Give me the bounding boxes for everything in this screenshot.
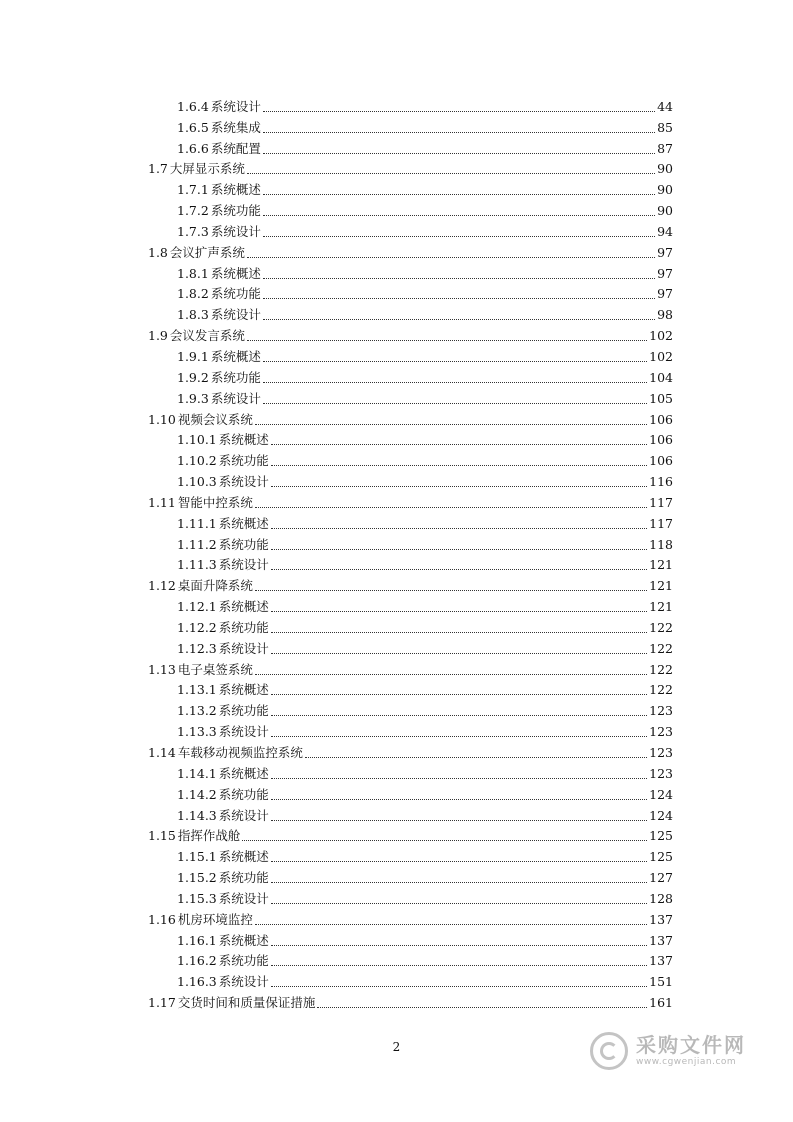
toc-entry-page: 121 xyxy=(649,578,673,594)
toc-entry-number: 1.11.3 xyxy=(177,557,217,573)
toc-entry-title: 系统概述 xyxy=(218,515,269,531)
toc-entry-title: 系统功能 xyxy=(210,203,261,219)
toc-entry-page: 128 xyxy=(649,890,673,906)
toc-entry[interactable] xyxy=(148,555,673,576)
toc-leader-dots xyxy=(271,527,647,529)
toc-entry-title: 电子桌签系统 xyxy=(177,661,253,677)
toc-entry-number: 1.6.5 xyxy=(177,119,209,135)
toc-entry-number: 1.17 xyxy=(148,995,176,1011)
toc-entry-page: 122 xyxy=(649,619,673,635)
toc-entry-title: 系统设计 xyxy=(218,890,269,906)
toc-entry-page: 85 xyxy=(657,119,673,135)
toc-entry-title: 系统设计 xyxy=(210,307,261,323)
toc-leader-dots xyxy=(255,423,647,425)
toc-entry-title: 系统功能 xyxy=(218,619,269,635)
toc-entry[interactable] xyxy=(148,617,673,638)
toc-entry-number: 1.10.2 xyxy=(177,453,217,469)
toc-leader-dots xyxy=(271,485,647,487)
toc-entry[interactable] xyxy=(148,409,673,430)
toc-leader-dots xyxy=(242,839,647,841)
toc-entry-number: 1.8.2 xyxy=(177,286,209,302)
toc-entry[interactable] xyxy=(148,659,673,680)
toc-entry[interactable] xyxy=(148,992,673,1013)
toc-entry-title: 系统概述 xyxy=(218,932,269,948)
toc-entry[interactable] xyxy=(148,596,673,617)
toc-leader-dots xyxy=(271,881,647,883)
toc-leader-dots xyxy=(271,548,647,550)
toc-entry-title: 系统功能 xyxy=(218,453,269,469)
toc-entry[interactable] xyxy=(148,846,673,867)
table-of-contents xyxy=(148,96,673,1013)
toc-entry-title: 会议发言系统 xyxy=(169,328,245,344)
toc-entry-number: 1.8.3 xyxy=(177,307,209,323)
toc-entry-page: 161 xyxy=(649,995,673,1011)
toc-entry-number: 1.8 xyxy=(148,244,168,260)
toc-leader-dots xyxy=(263,131,655,133)
toc-entry-number: 1.7.2 xyxy=(177,203,209,219)
toc-leader-dots xyxy=(255,673,647,675)
toc-entry-page: 127 xyxy=(649,870,673,886)
toc-entry[interactable] xyxy=(148,430,673,451)
toc-leader-dots xyxy=(271,464,647,466)
toc-entry-number: 1.15.3 xyxy=(177,890,217,906)
toc-entry-page: 90 xyxy=(657,203,673,219)
toc-entry[interactable] xyxy=(148,951,673,972)
toc-entry[interactable] xyxy=(148,179,673,200)
toc-entry-number: 1.9 xyxy=(148,328,168,344)
toc-entry-title: 系统概述 xyxy=(218,682,269,698)
toc-entry-title: 交货时间和质量保证措施 xyxy=(177,995,316,1011)
toc-leader-dots xyxy=(263,318,655,320)
toc-entry-title: 智能中控系统 xyxy=(177,494,253,510)
toc-entry-title: 系统功能 xyxy=(218,953,269,969)
toc-entry-number: 1.11 xyxy=(148,494,176,510)
toc-entry-title: 系统功能 xyxy=(218,870,269,886)
toc-entry-title: 系统设计 xyxy=(218,974,269,990)
toc-entry-title: 系统设计 xyxy=(210,390,261,406)
toc-entry-page: 122 xyxy=(649,682,673,698)
toc-entry-title: 系统功能 xyxy=(218,703,269,719)
toc-entry-number: 1.12.2 xyxy=(177,619,217,635)
toc-entry-number: 1.16.2 xyxy=(177,953,217,969)
toc-leader-dots xyxy=(271,714,647,716)
toc-leader-dots xyxy=(271,777,647,779)
toc-entry-title: 指挥作战舱 xyxy=(177,828,241,844)
toc-leader-dots xyxy=(263,402,647,404)
page-number: 2 xyxy=(392,1040,401,1054)
toc-entry-page: 137 xyxy=(649,953,673,969)
toc-entry-page: 106 xyxy=(649,432,673,448)
toc-entry[interactable] xyxy=(148,138,673,159)
toc-entry-page: 106 xyxy=(649,411,673,427)
toc-entry[interactable] xyxy=(148,346,673,367)
toc-entry-number: 1.10.3 xyxy=(177,474,217,490)
toc-entry[interactable] xyxy=(148,367,673,388)
toc-leader-dots xyxy=(271,610,647,612)
toc-entry[interactable] xyxy=(148,159,673,180)
toc-leader-dots xyxy=(271,693,647,695)
toc-leader-dots xyxy=(317,1006,647,1008)
toc-entry-page: 117 xyxy=(649,494,673,510)
toc-leader-dots xyxy=(247,339,647,341)
toc-entry[interactable] xyxy=(148,263,673,284)
toc-entry-title: 系统功能 xyxy=(218,536,269,552)
toc-entry-page: 123 xyxy=(649,703,673,719)
toc-entry-number: 1.10 xyxy=(148,411,176,427)
toc-entry[interactable] xyxy=(148,242,673,263)
watermark-title: 采购文件网 xyxy=(636,1033,746,1057)
toc-leader-dots xyxy=(271,631,647,633)
toc-entry-title: 系统概述 xyxy=(218,765,269,781)
toc-entry-title: 系统设计 xyxy=(218,640,269,656)
toc-entry-title: 系统设计 xyxy=(210,223,261,239)
toc-entry-page: 104 xyxy=(649,369,673,385)
toc-entry[interactable] xyxy=(148,763,673,784)
toc-leader-dots xyxy=(271,652,647,654)
toc-leader-dots xyxy=(271,798,647,800)
toc-entry-page: 98 xyxy=(657,307,673,323)
toc-entry-title: 系统功能 xyxy=(210,286,261,302)
toc-entry-title: 系统概述 xyxy=(210,265,261,281)
toc-entry-page: 102 xyxy=(649,348,673,364)
toc-entry[interactable] xyxy=(148,742,673,763)
toc-entry-page: 121 xyxy=(649,557,673,573)
toc-entry-page: 137 xyxy=(649,932,673,948)
watermark xyxy=(590,1027,760,1075)
toc-entry-title: 系统设计 xyxy=(218,807,269,823)
toc-entry-page: 97 xyxy=(657,265,673,281)
toc-entry[interactable] xyxy=(148,221,673,242)
toc-entry-number: 1.7.3 xyxy=(177,223,209,239)
toc-entry[interactable] xyxy=(148,388,673,409)
toc-entry-number: 1.11.2 xyxy=(177,536,217,552)
toc-entry-title: 大屏显示系统 xyxy=(169,161,245,177)
toc-entry[interactable] xyxy=(148,638,673,659)
toc-entry-number: 1.15.2 xyxy=(177,870,217,886)
toc-entry-number: 1.7 xyxy=(148,161,168,177)
toc-entry[interactable] xyxy=(148,471,673,492)
toc-entry[interactable] xyxy=(148,117,673,138)
toc-entry-title: 系统概述 xyxy=(218,432,269,448)
toc-entry-number: 1.7.1 xyxy=(177,182,209,198)
toc-entry[interactable] xyxy=(148,492,673,513)
toc-leader-dots xyxy=(271,735,647,737)
toc-leader-dots xyxy=(271,944,647,946)
toc-entry-number: 1.14.3 xyxy=(177,807,217,823)
toc-entry-page: 121 xyxy=(649,599,673,615)
toc-entry-number: 1.15 xyxy=(148,828,176,844)
toc-entry-title: 系统概述 xyxy=(218,599,269,615)
toc-entry[interactable] xyxy=(148,971,673,992)
toc-leader-dots xyxy=(271,568,647,570)
toc-leader-dots xyxy=(263,297,655,299)
toc-leader-dots xyxy=(305,756,647,758)
toc-leader-dots xyxy=(271,902,647,904)
toc-entry-page: 124 xyxy=(649,786,673,802)
toc-leader-dots xyxy=(271,964,647,966)
toc-leader-dots xyxy=(255,506,647,508)
toc-entry-number: 1.10.1 xyxy=(177,432,217,448)
toc-leader-dots xyxy=(263,110,655,112)
toc-entry-page: 106 xyxy=(649,453,673,469)
toc-leader-dots xyxy=(271,443,647,445)
toc-entry[interactable] xyxy=(148,826,673,847)
toc-leader-dots xyxy=(271,860,647,862)
toc-entry-number: 1.12.1 xyxy=(177,599,217,615)
toc-entry[interactable] xyxy=(148,888,673,909)
toc-leader-dots xyxy=(263,152,655,154)
toc-entry[interactable] xyxy=(148,721,673,742)
toc-leader-dots xyxy=(263,360,647,362)
toc-entry-title: 视频会议系统 xyxy=(177,411,253,427)
toc-entry[interactable] xyxy=(148,575,673,596)
toc-entry-title: 系统设计 xyxy=(218,474,269,490)
toc-entry-page: 90 xyxy=(657,161,673,177)
toc-entry[interactable] xyxy=(148,867,673,888)
toc-entry-number: 1.9.2 xyxy=(177,369,209,385)
toc-entry-page: 125 xyxy=(649,849,673,865)
watermark-url: www.cgwenjian.com xyxy=(636,1057,737,1067)
toc-entry-number: 1.13 xyxy=(148,661,176,677)
toc-entry[interactable] xyxy=(148,805,673,826)
toc-entry[interactable] xyxy=(148,284,673,305)
toc-entry-page: 125 xyxy=(649,828,673,844)
cgwenjian-logo-icon xyxy=(590,1032,628,1070)
toc-leader-dots xyxy=(263,277,655,279)
toc-entry-number: 1.12 xyxy=(148,578,176,594)
toc-entry[interactable] xyxy=(148,304,673,325)
toc-entry-page: 44 xyxy=(657,98,673,114)
toc-entry-title: 系统设计 xyxy=(218,557,269,573)
toc-entry-title: 系统概述 xyxy=(210,182,261,198)
toc-entry-page: 97 xyxy=(657,286,673,302)
toc-entry-number: 1.14.2 xyxy=(177,786,217,802)
toc-entry-number: 1.13.3 xyxy=(177,724,217,740)
toc-entry-page: 118 xyxy=(649,536,673,552)
toc-entry-number: 1.11.1 xyxy=(177,515,217,531)
toc-leader-dots xyxy=(247,256,655,258)
toc-entry[interactable] xyxy=(148,680,673,701)
toc-entry-title: 会议扩声系统 xyxy=(169,244,245,260)
toc-entry[interactable] xyxy=(148,534,673,555)
toc-leader-dots xyxy=(263,193,655,195)
toc-entry-title: 系统设计 xyxy=(210,98,261,114)
toc-entry[interactable] xyxy=(148,700,673,721)
toc-entry-page: 151 xyxy=(649,974,673,990)
toc-entry[interactable] xyxy=(148,200,673,221)
toc-entry-page: 117 xyxy=(649,515,673,531)
toc-entry-page: 122 xyxy=(649,661,673,677)
toc-entry[interactable] xyxy=(148,325,673,346)
toc-entry[interactable] xyxy=(148,784,673,805)
toc-entry[interactable] xyxy=(148,909,673,930)
toc-entry-number: 1.9.3 xyxy=(177,390,209,406)
toc-entry-page: 122 xyxy=(649,640,673,656)
toc-entry-number: 1.13.2 xyxy=(177,703,217,719)
toc-entry[interactable] xyxy=(148,930,673,951)
toc-leader-dots xyxy=(263,381,647,383)
toc-entry[interactable] xyxy=(148,96,673,117)
toc-entry-page: 116 xyxy=(649,474,673,490)
toc-entry-page: 124 xyxy=(649,807,673,823)
toc-leader-dots xyxy=(263,214,655,216)
toc-entry-number: 1.6.4 xyxy=(177,98,209,114)
toc-entry-title: 系统概述 xyxy=(210,348,261,364)
toc-entry-page: 123 xyxy=(649,745,673,760)
toc-entry-number: 1.16.1 xyxy=(177,932,217,948)
toc-entry-title: 系统功能 xyxy=(218,786,269,802)
toc-entry-page: 87 xyxy=(657,140,673,156)
toc-leader-dots xyxy=(271,819,647,821)
toc-entry-title: 系统设计 xyxy=(218,724,269,740)
toc-entry-number: 1.16.3 xyxy=(177,974,217,990)
toc-leader-dots xyxy=(255,923,647,925)
toc-entry-title: 车载移动视频监控系统 xyxy=(177,745,303,760)
toc-entry-title: 系统概述 xyxy=(218,849,269,865)
toc-entry[interactable] xyxy=(148,513,673,534)
toc-entry-title: 系统功能 xyxy=(210,369,261,385)
toc-leader-dots xyxy=(247,172,655,174)
toc-entry-number: 1.9.1 xyxy=(177,348,209,364)
toc-entry-title: 机房环境监控 xyxy=(177,911,253,927)
toc-entry-page: 97 xyxy=(657,244,673,260)
toc-entry-number: 1.6.6 xyxy=(177,140,209,156)
toc-leader-dots xyxy=(271,985,647,987)
toc-entry-page: 123 xyxy=(649,724,673,740)
toc-entry-page: 90 xyxy=(657,182,673,198)
toc-entry-page: 105 xyxy=(649,390,673,406)
toc-leader-dots xyxy=(263,235,655,237)
toc-entry-page: 102 xyxy=(649,328,673,344)
toc-entry-page: 94 xyxy=(657,223,673,239)
toc-entry-title: 桌面升降系统 xyxy=(177,578,253,594)
toc-entry-number: 1.8.1 xyxy=(177,265,209,281)
toc-entry-number: 1.14.1 xyxy=(177,765,217,781)
toc-entry-title: 系统集成 xyxy=(210,119,261,135)
toc-entry-number: 1.14 xyxy=(148,745,176,760)
toc-entry[interactable] xyxy=(148,450,673,471)
toc-leader-dots xyxy=(255,589,647,591)
toc-entry-page: 137 xyxy=(649,911,673,927)
toc-entry-page: 123 xyxy=(649,765,673,781)
toc-entry-number: 1.13.1 xyxy=(177,682,217,698)
toc-entry-number: 1.12.3 xyxy=(177,640,217,656)
toc-entry-number: 1.15.1 xyxy=(177,849,217,865)
toc-entry-title: 系统配置 xyxy=(210,140,261,156)
toc-entry-number: 1.16 xyxy=(148,911,176,927)
